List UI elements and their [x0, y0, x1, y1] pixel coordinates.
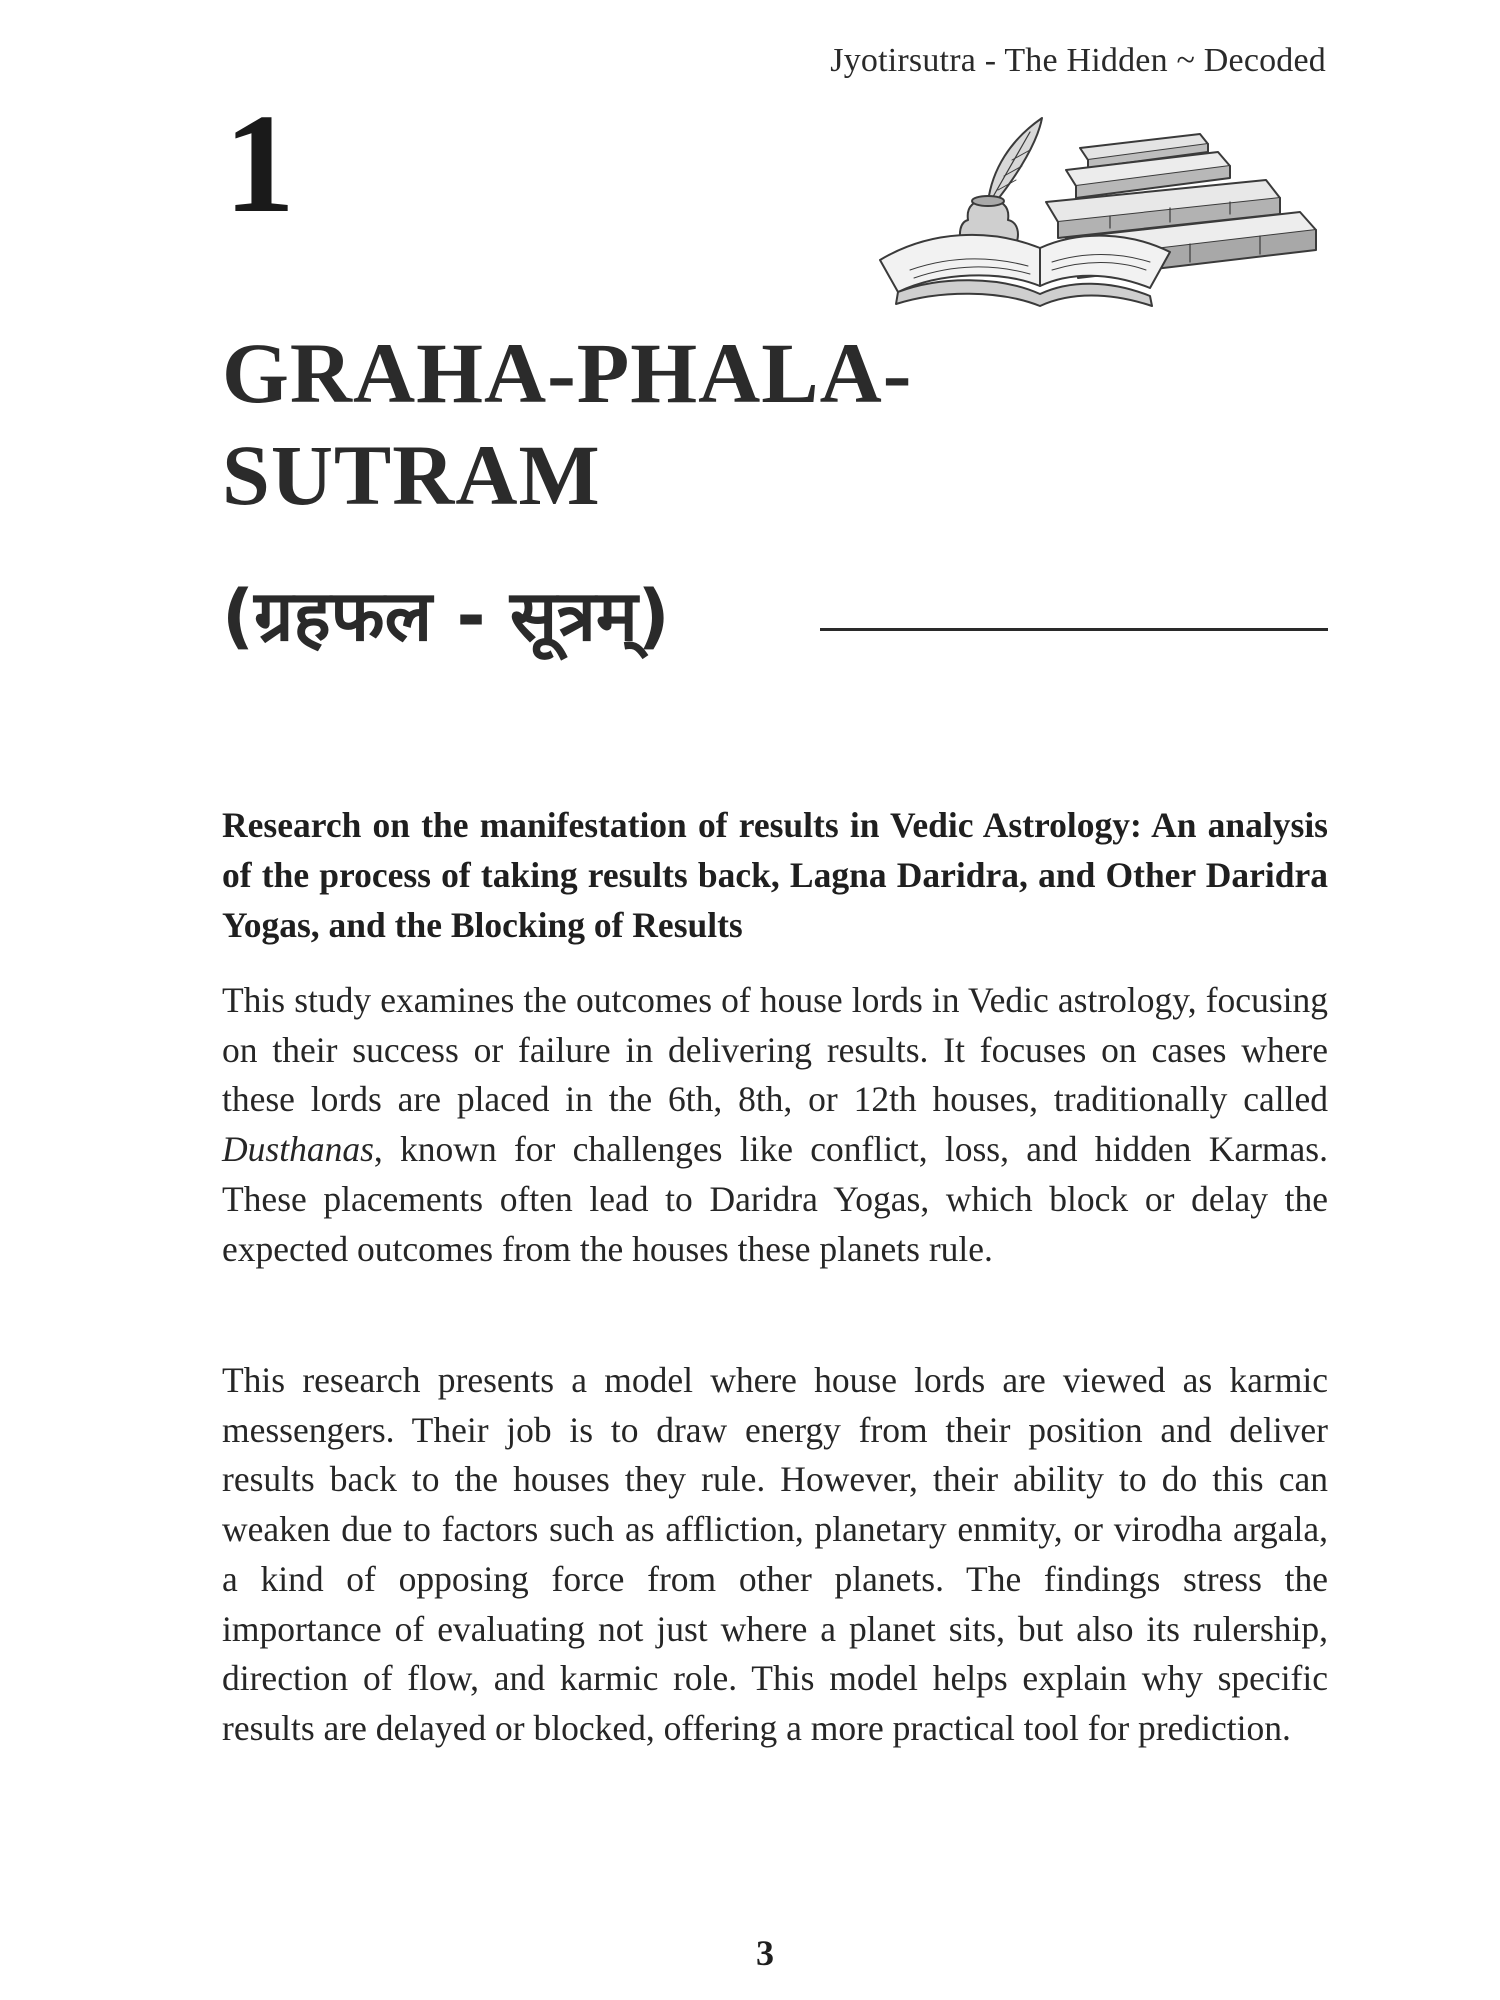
- body-paragraph-2: This research presents a model where house lords are viewed as karmic messengers. Their job is to draw energy from their position and deliver results back to the houses they rule. However, their ability to do this can weaken due to factors such as affliction, planetary enmity, or virodha argala, a kind of opposing force from other planets. The findings stress the importance of evaluating not just where a planet sits, but also its rulership, direction of flow, and karmic role. This model helps explain why specific results are delayed or blocked, offering a more practical tool for prediction.: [222, 1360, 1328, 1748]
- abstract-heading: Research on the manifestation of results in Vedic Astrology: An analysis of the process of taking results back, Lagna Daridra, and Other Daridra Yogas, and the Blocking of Results: [222, 805, 1328, 945]
- devanagari-title-row: [222, 566, 1328, 666]
- page-number: 3: [756, 1933, 774, 1973]
- title-rule-divider: [820, 628, 1328, 631]
- chapter-title-line-2: SUTRAM: [222, 427, 601, 523]
- body-paragraph-1: [222, 976, 1328, 1274]
- chapter-title: [222, 322, 1022, 526]
- running-header: Jyotirsutra - The Hidden ~ Decoded: [830, 42, 1326, 79]
- paragraph-1-text-a: This study examines the outcomes of house lords in Vedic astrology, focusing on their success or failure in delivering results. It focuses on cases where these lords are placed in the 6th, 8th, or 12th houses, traditionally called: [222, 980, 1328, 1120]
- paragraph-1-text-b: , known for challenges like conflict, loss, and hidden Karmas. These placements often lead to Daridra Yogas, which block or delay the expected outcomes from the houses these planets rule.: [222, 1129, 1328, 1269]
- devanagari-title: (ग्रहफल - सूत्रम्): [222, 575, 670, 657]
- books-quill-inkpot-icon: [870, 110, 1320, 320]
- chapter-title-line-1: GRAHA-PHALA-: [222, 325, 913, 421]
- dusthanas-term: Dusthanas: [222, 1129, 374, 1170]
- chapter-number: 1: [224, 84, 295, 242]
